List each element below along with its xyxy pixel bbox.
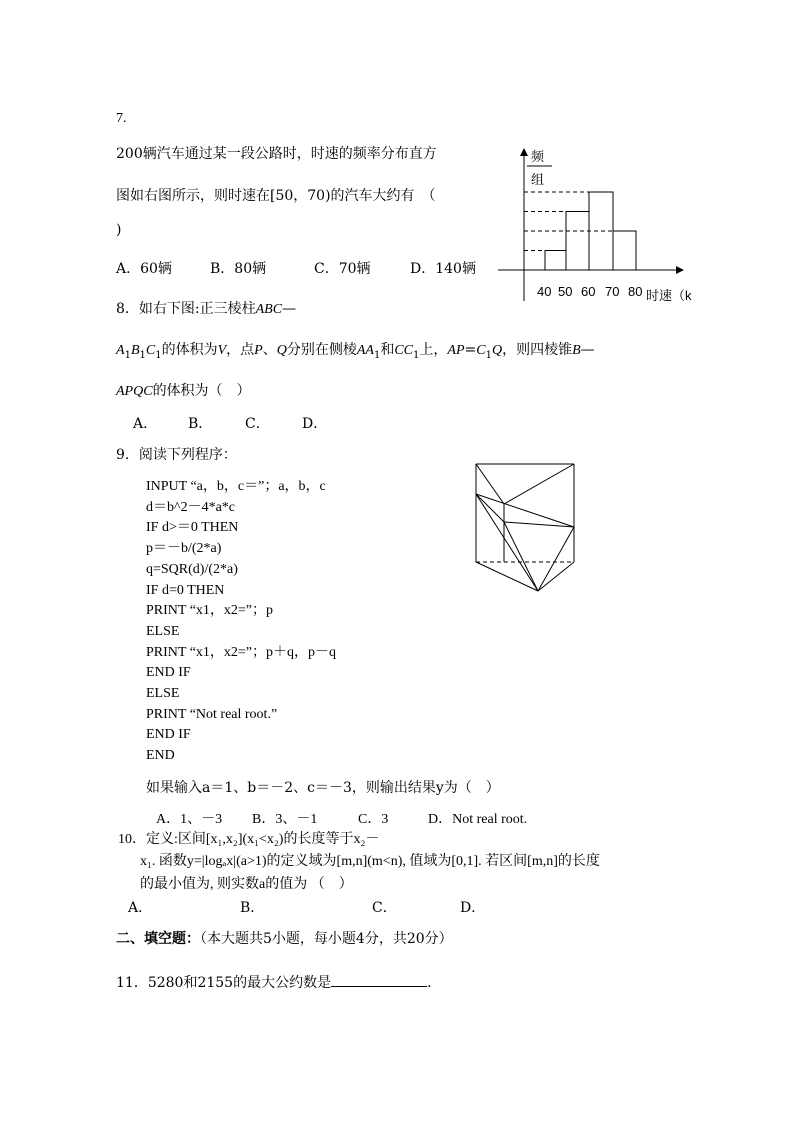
x-tick-label: 80	[628, 284, 643, 299]
q8-dash: —	[282, 301, 297, 317]
y-label-1: 频	[531, 149, 545, 164]
x-label: 时速（k	[646, 288, 692, 302]
code-line: END	[146, 748, 175, 764]
q9-option-a: A．1、－3	[156, 812, 223, 827]
q9-option-c: C．3	[358, 812, 389, 827]
code-line: PRINT “x1，x2=”；p	[146, 603, 274, 619]
x-tick-label: 70	[605, 284, 620, 299]
q10-option-d: D．	[460, 900, 486, 916]
code-line: p＝－b/(2*a)	[146, 541, 222, 557]
y-label-2: 组	[531, 172, 545, 187]
q9-question: 如果输入a＝1、b＝－2、c＝－3，则输出结果y为（ ）	[146, 780, 500, 796]
q7-option-a: A．60辆	[116, 261, 172, 277]
code-line: END IF	[146, 727, 191, 743]
x-tick-label: 40	[537, 284, 552, 299]
code-line: IF d>＝0 THEN	[146, 520, 239, 536]
q7-line3: )	[116, 222, 122, 238]
q11-line	[116, 972, 432, 992]
prism-figure	[470, 460, 582, 596]
q7-line1: 200辆汽车通过某一段公路时，时速的频率分布直方	[116, 146, 437, 162]
code-line: PRINT “x1，x2=”；p＋q，p－q	[146, 644, 337, 660]
code-line: PRINT “Not real root.”	[146, 706, 278, 722]
q10-line3: 的最小值为, 则实数a的值为 （ ）	[140, 877, 353, 892]
q11-answer-blank[interactable]	[331, 972, 427, 987]
q10-option-b: B．	[240, 900, 265, 916]
q8-intro: 8．如右下图:正三棱柱	[116, 301, 256, 317]
q8-line1	[116, 300, 296, 319]
q7-line2: 图如右图所示，则时速在[50，70)的汽车大约有 （	[116, 188, 436, 204]
q7-option-d: D．140辆	[410, 261, 476, 277]
q8-option-a: A．	[133, 416, 158, 432]
histogram-bar	[613, 231, 636, 270]
q7-option-c: C．70辆	[314, 261, 371, 277]
q8-option-d: D．	[302, 416, 328, 432]
q10-option-a: A．	[128, 900, 153, 916]
q9-option-b: B．3、－1	[252, 812, 318, 827]
section-2-heading	[116, 930, 453, 948]
section-2-note: （本大题共5小题，每小题4分，共20分）	[200, 931, 453, 947]
q11-text: 11．5280和2155的最大公约数是	[116, 975, 332, 991]
histogram-bar	[566, 212, 589, 271]
x-tick-label: 50	[558, 284, 573, 299]
code-line: q=SQR(d)/(2*a)	[146, 561, 238, 577]
q7-number: 7.	[116, 111, 127, 126]
code-line: END IF	[146, 665, 191, 681]
q10-line2: x₁. 函数y=|logₐx|(a>1)的定义域为[m,n](m<n), 值域为[0,1]. 若区间[m,n]的长度	[140, 854, 600, 869]
histogram-bar	[545, 251, 566, 271]
code-line: IF d=0 THEN	[146, 582, 225, 598]
code-line: ELSE	[146, 623, 180, 639]
q8-option-c: C．	[245, 416, 270, 432]
q10-option-c: C．	[372, 900, 397, 916]
frequency-histogram	[494, 146, 704, 302]
code-line: INPUT “a，b，c＝”；a，b，c	[146, 479, 326, 494]
q11-end: .	[427, 975, 432, 991]
x-tick-label: 60	[581, 284, 596, 299]
q8-line2: $A_1B_1C_1$的体积为V，点P、Q分别在侧棱$AA_1$和$CC_1$上，$AP=C_1Q$，则四棱锥B—	[116, 342, 595, 361]
code-line: ELSE	[146, 686, 180, 701]
q8-option-b: B．	[188, 416, 213, 432]
q7-option-b: B．80辆	[210, 261, 267, 277]
q8-abc: ABC	[255, 302, 283, 317]
q8-line3: APQC的体积为（ ）	[116, 383, 251, 399]
q10-line1: 10．定义:区间[x₁,x₂](x₁<x₂)的长度等于x₂－	[118, 832, 380, 847]
section-2-title: 二、填空题：	[116, 931, 200, 947]
q9-option-d: D．Not real root.	[428, 812, 528, 827]
q9-title: 9．阅读下列程序：	[116, 447, 237, 463]
code-line: d＝b^2－4*a*c	[146, 499, 235, 515]
